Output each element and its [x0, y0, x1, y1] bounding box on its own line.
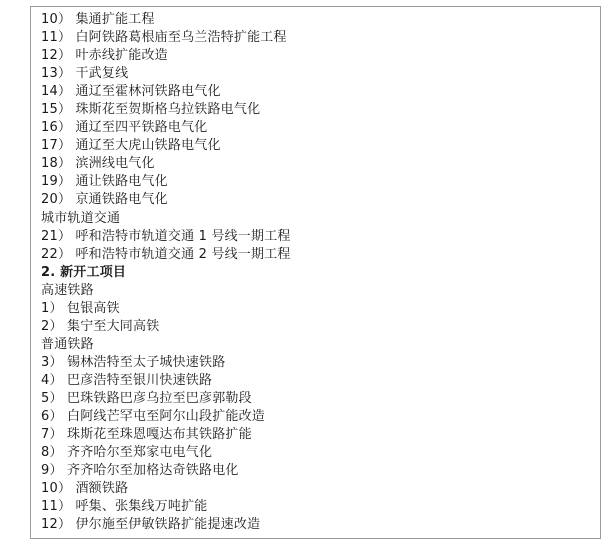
- list-item: 2） 集宁至大同高铁: [41, 318, 160, 334]
- list-item: 4） 巴彦浩特至银川快速铁路: [41, 372, 213, 388]
- category-heading: 高速铁路: [41, 282, 94, 298]
- list-item: 21） 呼和浩特市轨道交通 1 号线一期工程: [41, 228, 291, 244]
- list-item: 19） 通让铁路电气化: [41, 174, 168, 190]
- list-item: 10） 酒额铁路: [41, 481, 129, 497]
- list-item: 10） 集通扩能工程: [41, 12, 155, 27]
- list-item: 1） 包银高铁: [41, 300, 120, 316]
- category-heading: 城市轨道交通: [41, 210, 121, 226]
- list-item: 18） 滨洲线电气化: [41, 156, 155, 172]
- list-item: 11） 白阿铁路葛根庙至乌兰浩特扩能工程: [41, 30, 287, 46]
- list-item: 3） 锡林浩特至太子城快速铁路: [41, 354, 226, 370]
- list-item: 12） 叶赤线扩能改造: [41, 48, 168, 64]
- list-item: 16） 通辽至四平铁路电气化: [41, 120, 208, 136]
- list-item: 13） 干武复线: [41, 66, 129, 82]
- list-item: 5） 巴珠铁路巴彦乌拉至巴彦郭勒段: [41, 390, 252, 406]
- list-item: 17） 通辽至大虎山铁路电气化: [41, 138, 221, 154]
- list-item: 8） 齐齐哈尔至郑家屯电气化: [41, 445, 213, 461]
- list-item: 20） 京通铁路电气化: [41, 192, 168, 208]
- list-item: 22） 呼和浩特市轨道交通 2 号线一期工程: [41, 246, 291, 262]
- section-heading: 2. 新开工项目: [41, 264, 127, 280]
- list-item: 15） 珠斯花至贺斯格乌拉铁路电气化: [41, 102, 261, 118]
- list-item: 7） 珠斯花至珠恩嘎达布其铁路扩能: [41, 427, 252, 443]
- list-item: 9） 齐齐哈尔至加格达奇铁路电化: [41, 463, 239, 479]
- list-item: 11） 呼集、张集线万吨扩能: [41, 499, 208, 515]
- category-heading: 普通铁路: [41, 336, 94, 352]
- document-body: [41, 11, 594, 534]
- list-item: 12） 伊尔施至伊敏铁路扩能提速改造: [41, 517, 261, 533]
- list-item: 14） 通辽至霍林河铁路电气化: [41, 84, 221, 100]
- list-item: 6） 白阿线芒罕屯至阿尔山段扩能改造: [41, 409, 266, 425]
- document-frame: [30, 6, 601, 539]
